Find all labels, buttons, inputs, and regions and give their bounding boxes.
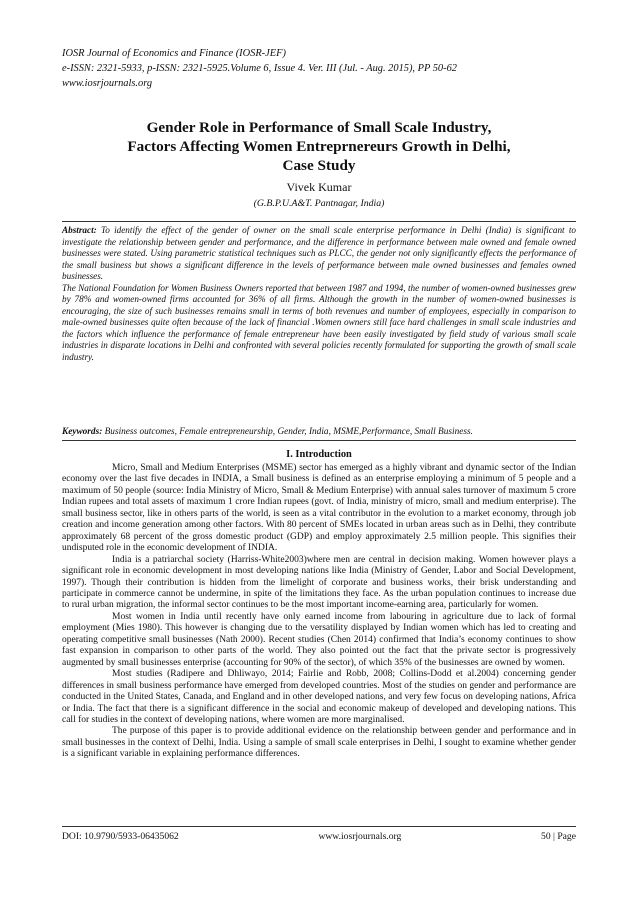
keywords bbox=[62, 426, 576, 441]
body-paragraph: Micro, Small and Medium Enterprises (MSME) sector has emerged as a highly vibrant and dynamic sector of the Indian economy over the last five decades in INDIA, a Small business is defined as an enterprise employing a minimum of 5 people and a maximum of 50 people (source: India Ministry of Micro, Small & Medium Enterprise) with annual sales turnover of maximum 5 crore Indian rupees and total assets of maximum 1 crore Indian rupees (govt. of India, ministry of micro, small and medium enterprise). The small business sector, like in others parts of the world, is seen as a vital contributor in the evolution to a market economy, through job creation and income generation among other factors. With 80 percent of SMEs located in urban areas such as in Delhi, they contribute approximately 68 percent of the gross domestic product (GDP) and employ approximately 2.5 million people. This signifies their undisputed role in the economic development of INDIA. bbox=[62, 463, 576, 554]
abstract-paragraph-2: The National Foundation for Women Business Owners reported that between 1987 and 1994, the number of women-owned businesses grew by 78% and women-owned firms accounted for 36% of all firms. Although the growth in the number of women-owned businesses is encouraging, the size of such businesses remains small in terms of both revenues and number of employees, especially in comparison to male-owned businesses quite often because of the lack of financial .Women owners still face hard challenges in small scale industries and the factors which influence the performance of female entrepreneur have been easily investigated by field study of various small scale industries in disparate locations in Delhi and confronted with several policies recently formulated for supporting the growth of small scale industry. bbox=[62, 282, 576, 362]
page-footer bbox=[62, 826, 576, 842]
footer-page-number: 50 | Page bbox=[541, 831, 576, 842]
footer-doi: DOI: 10.9790/5933-06435062 bbox=[62, 831, 179, 842]
abstract-paragraph-1 bbox=[62, 225, 576, 283]
paper-title bbox=[62, 118, 576, 175]
footer-website: www.iosrjournals.org bbox=[318, 831, 402, 842]
journal-website: www.iosrjournals.org bbox=[62, 78, 153, 89]
body-paragraph: India is a patriarchal society (Harriss-White2003)where men are central in decision making. Women however plays a significant role in economic development in most developing nations like India (Ministry of Gender, Labor and Social Development, 1997). Though their contribution is hidden from the limelight of corporate and business works, their brisk understanding and participate in commerce cannot be undermine, in spite of the limitations they face. As the urban population continues to increase due to rural urban migration, the informal sector continues to be the most important income-earning area, particularly for women. bbox=[62, 554, 576, 611]
title-line-1: Gender Role in Performance of Small Scale Industry, bbox=[146, 119, 492, 136]
author-affiliation: (G.B.P.U.A&T. Pantnagar, India) bbox=[253, 198, 385, 209]
title-line-3: Case Study bbox=[282, 157, 356, 174]
body-paragraph: Most women in India until recently have only earned income from labouring in agriculture due to lack of formal employment (Mies 1980). This however is changing due to the versatility displayed by Indian women which has led to creating and operating competitive small businesses (Nath 2000). Recent studies (Chen 2014) confirmed that India’s economy continues to show fast expansion in comparison to other parts of the world. They also pointed out the fact that the private sector is progressively augmented by small businesses enterprise (accounting for 90% of the sector), of which 35% of the businesses are owned by women. bbox=[62, 611, 576, 668]
abstract bbox=[62, 221, 576, 363]
abstract-text-1: To identify the effect of the gender of owner on the small scale enterprise performance in Delhi (India) is significant to investigate the relationship between gender and performance, and the difference in performance between male owned and female owned businesses were stated. Using parametric statistical techniques such as PLCC, the gender not only significantly effects the performance of the small business but shows a significant difference in the levels of performance between male owned businesses and females owned businesses. bbox=[62, 225, 576, 281]
body-text bbox=[62, 463, 576, 761]
body-paragraph: Most studies (Radipere and Dhliwayo, 2014; Fairlie and Robb, 2008; Collins-Dodd et al.2004) concerning gender differences in small business performance have emerged from developed countries. Most of the studies on gender and performance are conducted in the United States, Canada, and England and in other developed nations, and very few focus on developing nations, Africa or India. The fact that there is a significant difference in the social and economic makeup of developed and developing nations. This call for studies in the context of developing nations, where women are more marginalised. bbox=[62, 669, 576, 725]
journal-issn: e-ISSN: 2321-5933, p-ISSN: 2321-5925.Volume 6, Issue 4. Ver. III (Jul. - Aug. 2015), PP 50-62 bbox=[62, 63, 457, 74]
body-paragraph: The purpose of this paper is to provide additional evidence on the relationship between gender and performance and in small businesses in the context of Delhi, India. Using a sample of small scale enterprises in Delhi, I sought to examine whether gender is a significant variable in explaining performance differences. bbox=[62, 726, 576, 760]
section-heading: I. Introduction bbox=[286, 449, 352, 460]
keywords-label: Keywords: bbox=[62, 427, 103, 437]
author-name: Vivek Kumar bbox=[286, 180, 352, 194]
title-line-2: Factors Affecting Women Entreprnereurs Growth in Delhi, bbox=[127, 138, 511, 155]
abstract-label: Abstract: bbox=[62, 225, 97, 235]
journal-header bbox=[62, 46, 582, 91]
keywords-text: Business outcomes, Female entrepreneurship, Gender, India, MSME,Performance, Small Business. bbox=[102, 427, 473, 437]
journal-name: IOSR Journal of Economics and Finance (IOSR-JEF) bbox=[62, 48, 286, 59]
